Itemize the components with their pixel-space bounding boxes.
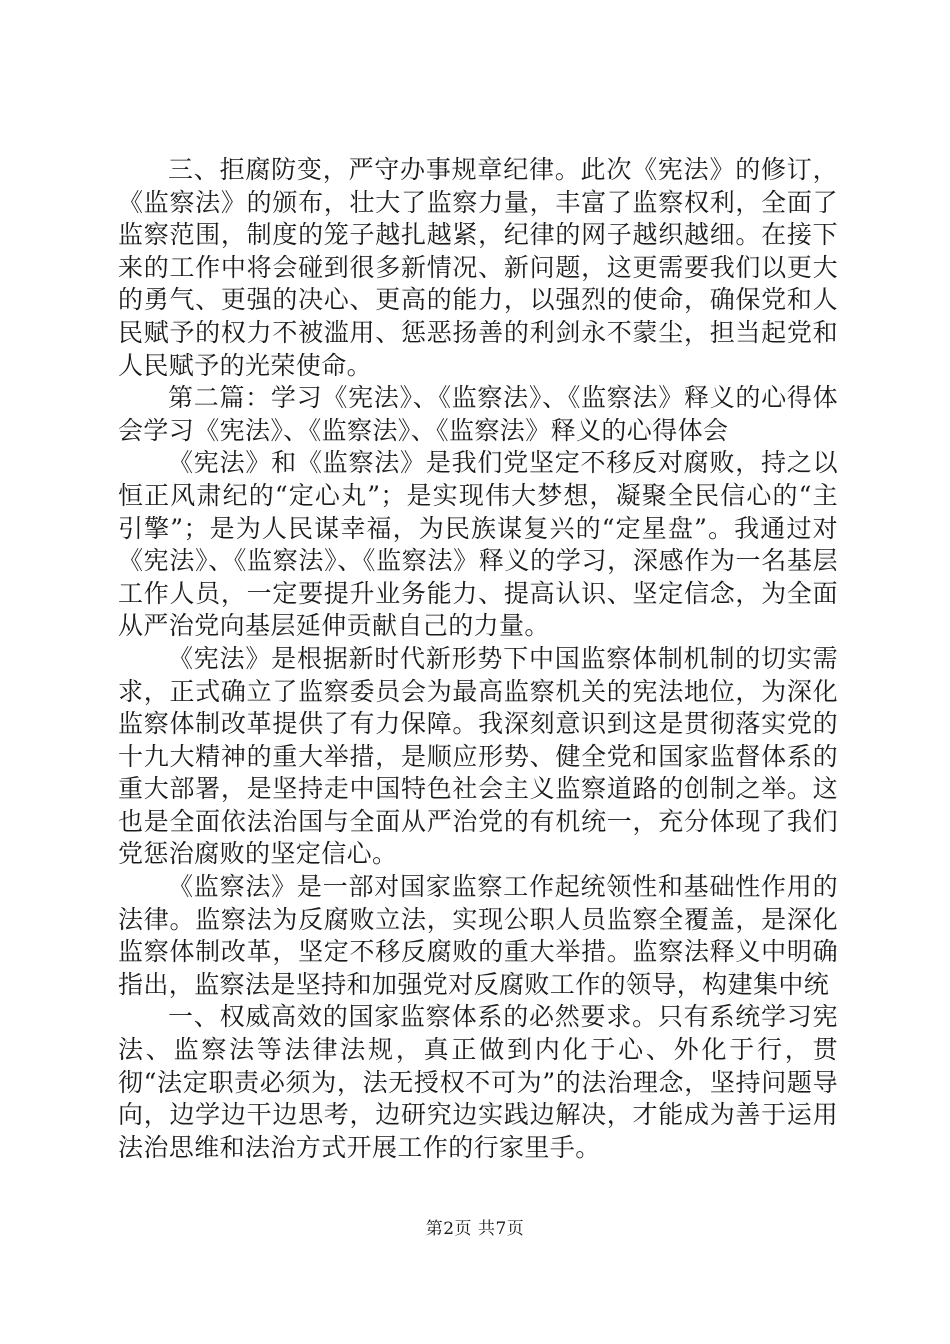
document-body [118,154,838,1164]
paragraph-1: 三、拒腐防变，严守办事规章纪律。此次《宪法》的修订，《监察法》的颁布，壮大了监察力量，丰富了监察权利，全面了监察范围，制度的笼子越扎越紧，纪律的网子越织越细。在接下来的工作中将会碰到很多新情况、新问题，这更需要我们以更大的勇气、更强的决心、更高的能力，以强烈的使命，确保党和人民赋予的权力不被滥用、惩恶扬善的利剑永不蒙尘，担当起党和人民赋予的光荣使命。 [118,155,838,380]
paragraph-4: 《宪法》是根据新时代新形势下中国监察体制机制的切实需求，正式确立了监察委员会为最高监察机关的宪法地位，为深化监察体制改革提供了有力保障。我深刻意识到这是贯彻落实党的十九大精神的重大举措，是顺应形势、健全党和国家监督体系的重大部署，是坚持走中国特色社会主义监察道路的创制之举。这也是全面依法治国与全面从严治党的有机统一，充分体现了我们党惩治腐败的坚定信心。 [118,643,838,869]
paragraph-2-heading: 第二篇：学习《宪法》、《监察法》、《监察法》释义的心得体会学习《宪法》、《监察法》、《监察法》释义的心得体会 [118,383,838,445]
page-number: 第2页 共7页 [425,1219,525,1239]
paragraph-5: 《监察法》是一部对国家监察工作起统领性和基础性作用的法律。监察法为反腐败立法，实现公职人员监察全覆盖，是深化监察体制改革，坚定不移反腐败的重大举措。监察法释义中明确指出，监察法是坚持和加强党对反腐败工作的领导，构建集中统 [118,872,838,999]
paragraph-3: 《宪法》和《监察法》是我们党坚定不移反对腐败，持之以恒正风肃纪的“定心丸”；是实现伟大梦想，凝聚全民信心的“主引擎”；是为人民谋幸福，为民族谋复兴的“定星盘”。我通过对《宪法》、《监察法》、《监察法》释义的学习，深感作为一名基层工作人员，一定要提升业务能力、提高认识、坚定信念，为全面从严治党向基层延伸贡献自己的力量。 [118,448,838,641]
page-footer [0,1214,950,1239]
paragraph-6: 一、权威高效的国家监察体系的必然要求。只有系统学习宪法、监察法等法律法规，真正做到内化于心、外化于行，贯彻“法定职责必须为，法无授权不可为”的法治理念，坚持问题导向，边学边干边思考，边研究边实践边解决，才能成为善于运用法治思维和法治方式开展工作的行家里手。 [118,1002,838,1162]
